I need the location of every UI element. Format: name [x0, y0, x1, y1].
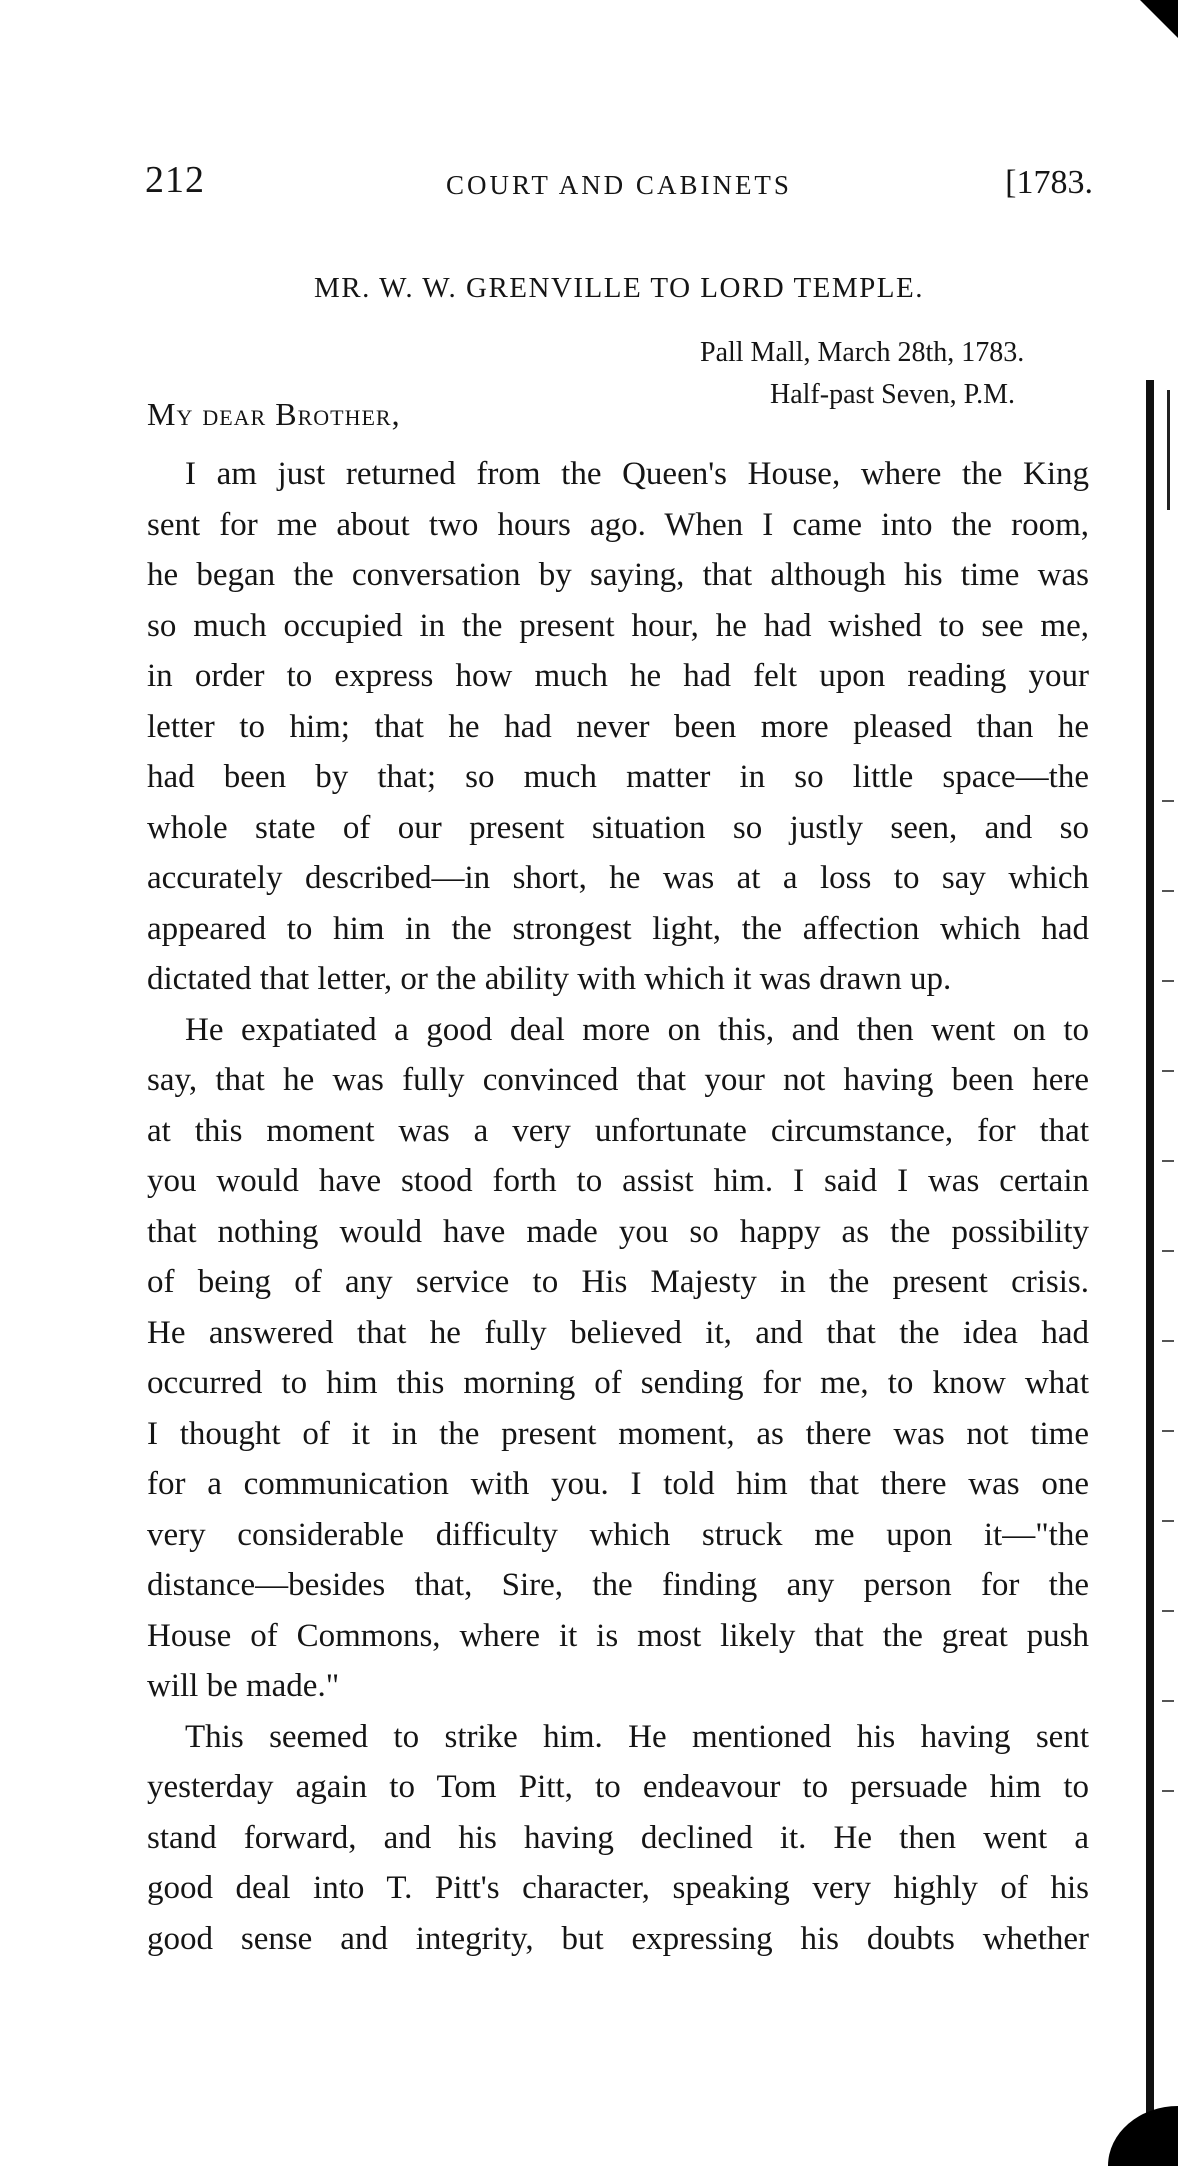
text-line: whole state of our present situation so justly seen, and so — [147, 809, 1089, 846]
page-bottom-shadow — [1108, 2106, 1178, 2166]
text-line: in order to express how much he had felt upon reading your — [147, 658, 1089, 694]
running-title: COURT AND CABINETS — [446, 170, 792, 200]
text-line: sent for me about two hours ago. When I came into the room, — [147, 506, 1089, 543]
text-line: that nothing would have made you so happy as the possibility — [147, 1213, 1089, 1250]
running-header — [145, 158, 1093, 206]
text-line: very considerable difficulty which struck me upon it—"the — [147, 1516, 1089, 1553]
text-line: House of Commons, where it is most likely that the great push — [147, 1617, 1089, 1654]
text-line: occurred to him this morning of sending for me, to know what — [147, 1365, 1089, 1401]
dateline-place-date: Pall Mall, March 28th, 1783. — [700, 337, 1025, 368]
text-line: yesterday again to Tom Pitt, to endeavour to persuade him to — [147, 1769, 1089, 1805]
text-line: distance—besides that, Sire, the finding any person for the — [147, 1567, 1089, 1603]
text-line: for a communication with you. I told him that there was one — [147, 1466, 1089, 1502]
text-line: He answered that he fully believed it, and that the idea had — [147, 1314, 1089, 1351]
text-line: He expatiated a good deal more on this, and then went on to — [185, 1011, 1089, 1048]
page-binding-shadow — [1167, 390, 1170, 510]
paragraph-2 — [147, 1005, 1089, 1712]
text-line: good sense and integrity, but expressing his doubts whether — [147, 1920, 1089, 1957]
text-line: had been by that; so much matter in so little space—the — [147, 759, 1089, 795]
text-line: will be made." — [147, 1668, 340, 1704]
header-year: [1783. — [1005, 164, 1093, 201]
dateline — [700, 332, 1090, 416]
text-line: good deal into T. Pitt's character, speaking very highly of his — [147, 1870, 1089, 1906]
dateline-time: Half-past Seven, P.M. — [770, 379, 1015, 410]
text-line: he began the conversation by saying, that although his time was — [147, 557, 1089, 593]
adjacent-page-bleed — [1148, 800, 1178, 1900]
salutation: My dear Brother, — [147, 396, 401, 432]
text-line: stand forward, and his having declined it. He then went a — [147, 1819, 1089, 1856]
text-line: I thought of it in the present moment, as there was not time — [147, 1415, 1089, 1452]
paragraph-1 — [147, 449, 1089, 1005]
page-corner-block — [1164, 0, 1178, 14]
text-line: letter to him; that he had never been more pleased than he — [147, 708, 1089, 745]
text-line: of being of any service to His Majesty in the present crisis. — [147, 1264, 1089, 1300]
text-line: This seemed to strike him. He mentioned his having sent — [185, 1718, 1089, 1755]
letter-heading: MR. W. W. GRENVILLE TO LORD TEMPLE. — [314, 272, 924, 304]
text-line: I am just returned from the Queen's House, where the King — [185, 456, 1089, 492]
letter-body — [147, 449, 1089, 1964]
text-line: at this moment was a very unfortunate circumstance, for that — [147, 1112, 1089, 1149]
text-line: accurately described—in short, he was at a loss to say which — [147, 860, 1089, 896]
page-number: 212 — [145, 159, 205, 201]
text-line: appeared to him in the strongest light, the affection which had — [147, 910, 1089, 947]
text-line: you would have stood forth to assist him. I said I was certain — [147, 1163, 1089, 1199]
paragraph-3 — [147, 1712, 1089, 1965]
text-line: say, that he was fully convinced that your not having been here — [147, 1062, 1089, 1098]
text-line: so much occupied in the present hour, he had wished to see me, — [147, 607, 1089, 644]
text-line: dictated that letter, or the ability with which it was drawn up. — [147, 961, 952, 997]
